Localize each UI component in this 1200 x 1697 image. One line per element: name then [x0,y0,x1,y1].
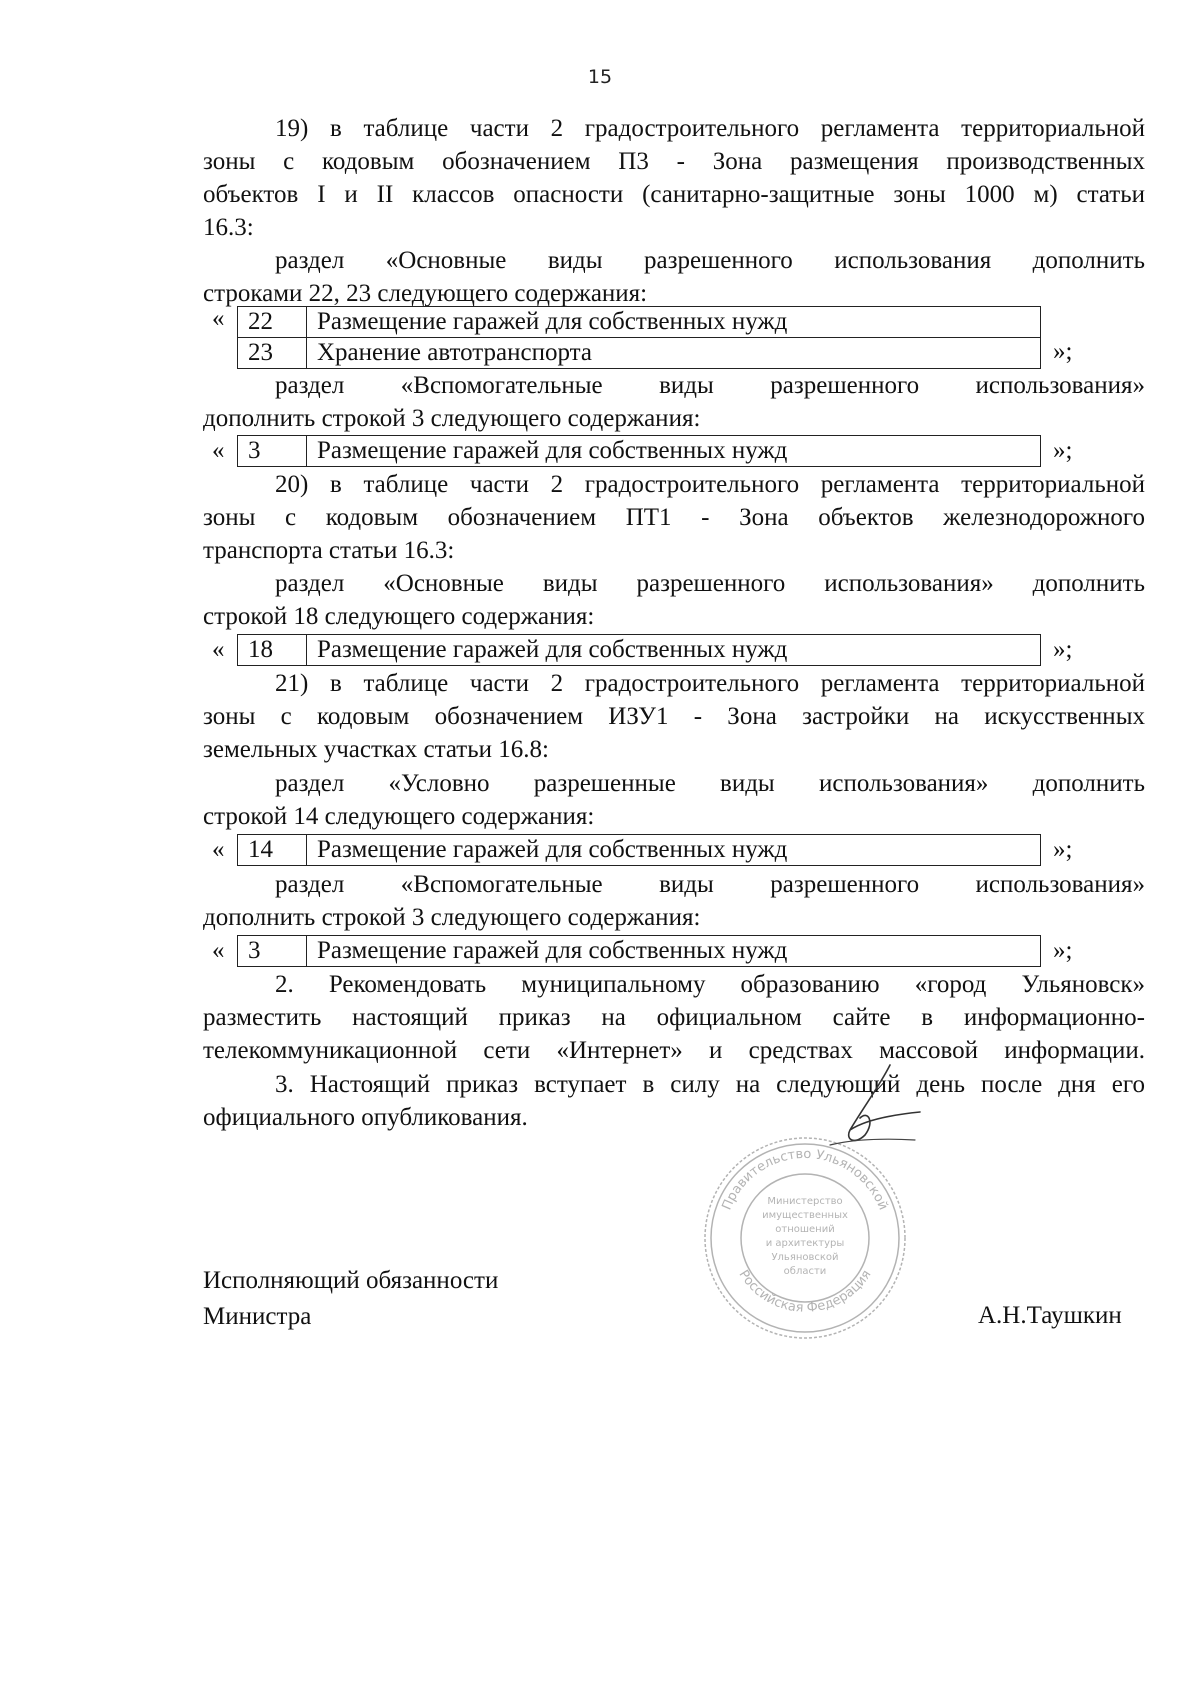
point2-line2: разместить настоящий приказ на официальном сайте в информационно- [203,1004,1145,1031]
table-row [238,936,1041,967]
row-number: 22 [238,307,307,338]
table-row [238,307,1041,338]
row-number: 14 [238,835,307,866]
item21-line2: зоны с кодовым обозначением ИЗУ1 - Зона застройки на искусственных [203,703,1145,730]
item20-section1-line2: строкой 18 следующего содержания: [203,603,595,630]
table-row [238,436,1041,467]
point3-line1: 3. Настоящий приказ вступает в силу на следующий день после дня его [275,1071,1145,1098]
closing-quote: »; [1053,437,1073,464]
closing-quote: »; [1053,636,1073,663]
row-text: Размещение гаражей для собственных нужд [307,436,1041,467]
point2-line1: 2. Рекомендовать муниципальному образованию «город Ульяновск» [275,971,1145,998]
stamp-center-line: области [783,1266,827,1277]
item21-section2-line2: дополнить строкой 3 следующего содержания: [203,904,701,931]
item19-line3: объектов I и II классов опасности (санитарно-защитные зоны 1000 м) статьи [203,181,1145,208]
item20-line3: транспорта статьи 16.3: [203,537,455,564]
stamp-center-line: имущественных [762,1210,848,1221]
row-text: Размещение гаражей для собственных нужд [307,936,1041,967]
closing-quote: »; [1053,937,1073,964]
point3-line2: официального опубликования. [203,1104,528,1131]
item19-line2: зоны с кодовым обозначением П3 - Зона размещения производственных [203,148,1145,175]
item19-section1-line1: раздел «Основные виды разрешенного использования дополнить [275,247,1145,274]
position-line1: Исполняющий обязанности [203,1267,499,1294]
item21-section1-line1: раздел «Условно разрешенные виды использования» дополнить [275,770,1145,797]
item19-section2-line1: раздел «Вспомогательные виды разрешенного использования» [275,372,1145,399]
opening-quote: « [212,437,225,464]
stamp-ring-top-text: Правительство Ульяновской [719,1146,891,1213]
stamp-center-line: отношений [775,1224,835,1235]
official-stamp [695,1128,915,1348]
row-text: Размещение гаражей для собственных нужд [307,635,1041,666]
row-text: Размещение гаражей для собственных нужд [307,835,1041,866]
stamp-center-line: Министерство [767,1196,843,1207]
stamp-center-line: и архитектуры [765,1238,845,1249]
closing-quote: »; [1053,338,1073,365]
table-item19-aux [237,435,1041,467]
opening-quote: « [212,937,225,964]
page-number: 15 [587,66,613,88]
item20-line1: 20) в таблице части 2 градостроительного регламента территориальной [275,471,1145,498]
table-row [238,835,1041,866]
table-row [238,338,1041,369]
opening-quote: « [212,305,225,332]
item21-section2-line1: раздел «Вспомогательные виды разрешенного использования» [275,871,1145,898]
row-number: 3 [238,436,307,467]
handwritten-signature [820,1060,930,1155]
table-item20-main [237,634,1041,666]
row-text: Хранение автотранспорта [307,338,1041,369]
item19-section1-line2: строками 22, 23 следующего содержания: [203,280,648,307]
item20-line2: зоны с кодовым обозначением ПТ1 - Зона объектов железнодорожного [203,504,1145,531]
opening-quote: « [212,836,225,863]
closing-quote: »; [1053,836,1073,863]
item19-line1: 19) в таблице части 2 градостроительного регламента территориальной [275,115,1145,142]
row-number: 3 [238,936,307,967]
table-item21-conditional [237,834,1041,866]
item20-section1-line1: раздел «Основные виды разрешенного использования» дополнить [275,570,1145,597]
opening-quote: « [212,636,225,663]
item21-line1: 21) в таблице части 2 градостроительного регламента территориальной [275,670,1145,697]
item19-section2-line2: дополнить строкой 3 следующего содержания: [203,405,701,432]
item21-section1-line2: строкой 14 следующего содержания: [203,803,595,830]
point2-line3: телекоммуникационной сети «Интернет» и средствах массовой информации. [203,1037,1145,1064]
signatory-position [203,1263,498,1335]
row-text: Размещение гаражей для собственных нужд [307,307,1041,338]
stamp-ring-bottom-text: Российская Федерация [735,1267,875,1316]
item19-line4: 16.3: [203,214,254,241]
item21-line3: земельных участках статьи 16.8: [203,736,549,763]
table-item19-main [237,306,1041,369]
table-row [238,635,1041,666]
signatory-name: А.Н.Таушкин [978,1302,1122,1329]
position-line2: Министра [203,1303,312,1330]
table-item21-aux [237,935,1041,967]
stamp-center-line: Ульяновской [771,1252,839,1263]
row-number: 18 [238,635,307,666]
row-number: 23 [238,338,307,369]
